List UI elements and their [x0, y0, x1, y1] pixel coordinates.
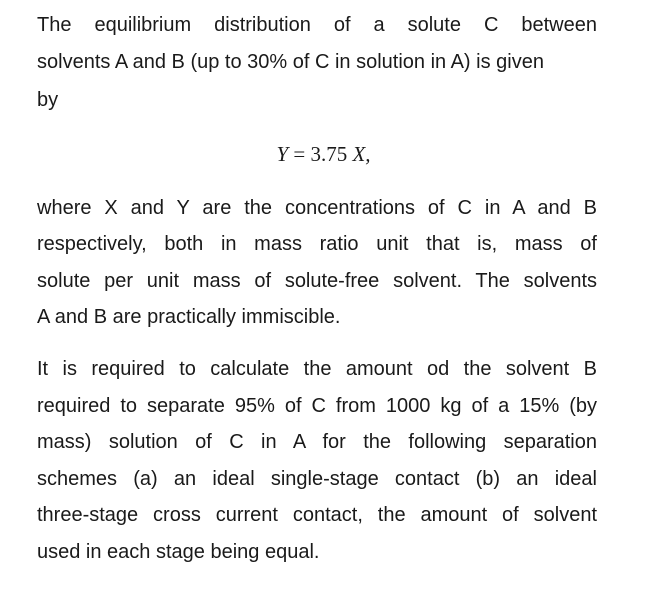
paragraph-2-line-3: solute per unit mass of solute-free solvent. The solvents — [37, 270, 597, 292]
paragraph-2-line-1: where X and Y are the concentrations of C in A and B — [37, 197, 597, 219]
paragraph-2-line-2: respectively, both in mass ratio unit that is, mass of — [37, 233, 597, 255]
paragraph-1-line-2: solvents A and B (up to 30% of C in solution in A) is given — [37, 51, 544, 73]
equation-lhs: Y — [276, 142, 289, 166]
equation-coefficient: 3.75 — [310, 142, 348, 166]
paragraph-2-line-4: A and B are practically immiscible. — [37, 306, 341, 328]
equation-equals: = — [293, 142, 306, 166]
paragraph-3-line-6: used in each stage being equal. — [37, 541, 320, 563]
equation-rhs: X, — [352, 142, 371, 166]
paragraph-3-line-4: schemes (a) an ideal single-stage contact (b) an ideal — [37, 468, 597, 490]
paragraph-1-line-1: The equilibrium distribution of a solute C between — [37, 14, 597, 36]
equilibrium-equation — [0, 141, 647, 167]
paragraph-3-line-3: mass) solution of C in A for the following separation — [37, 431, 597, 453]
paragraph-1-line-3: by — [37, 89, 59, 111]
paragraph-3-line-5: three-stage cross current contact, the amount of solvent — [37, 504, 597, 526]
paragraph-3-line-1: It is required to calculate the amount od the solvent B — [37, 358, 597, 380]
paragraph-3-line-2: required to separate 95% of C from 1000 kg of a 15% (by — [37, 395, 597, 417]
